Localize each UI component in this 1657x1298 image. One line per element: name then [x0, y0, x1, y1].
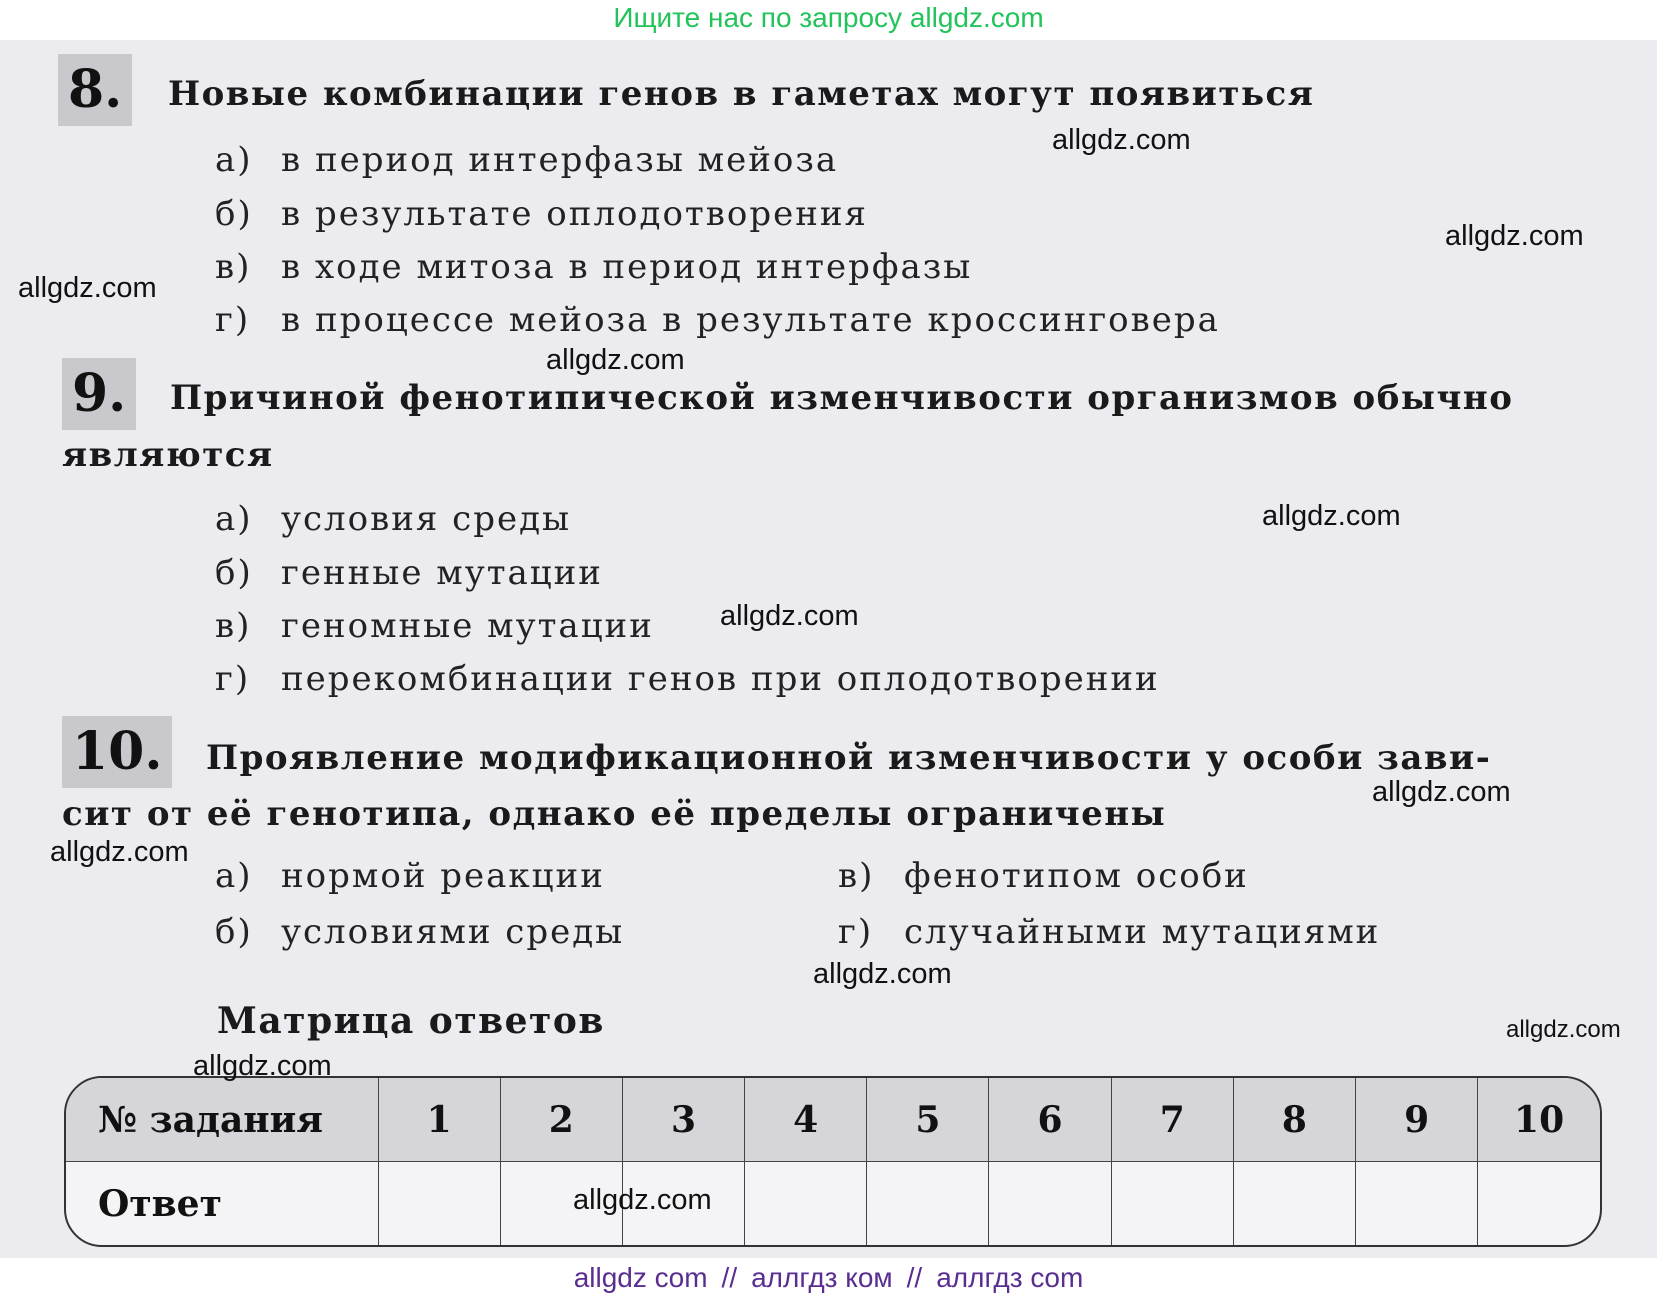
answer-matrix-table: [64, 1076, 1602, 1247]
question-10-option-c: [838, 852, 1249, 900]
matrix-column-number: 9: [1356, 1078, 1478, 1162]
matrix-header-row: [66, 1078, 1600, 1162]
question-8-text: Новые комбинации генов в гаметах могут появиться: [168, 74, 1315, 114]
option-letter: г): [215, 300, 251, 340]
footer-separator: //: [906, 1262, 923, 1293]
question-10-option-a: [215, 852, 605, 900]
watermark: allgdz.com: [50, 836, 189, 868]
footer-part1: allgdz com: [573, 1262, 708, 1293]
answer-cell[interactable]: [989, 1162, 1111, 1246]
option-letter: г): [215, 659, 251, 699]
option-text: случайными мутациями: [904, 912, 1381, 952]
matrix-column-number: 2: [500, 1078, 622, 1162]
option-letter: а): [215, 499, 253, 539]
watermark: allgdz.com: [813, 958, 952, 990]
answer-cell[interactable]: [1233, 1162, 1355, 1246]
question-8-option-a: [215, 136, 838, 184]
option-letter: в): [838, 856, 875, 896]
question-10-number: 10.: [62, 716, 172, 788]
watermark: allgdz.com: [18, 272, 157, 304]
option-letter: в): [215, 247, 252, 287]
option-text: перекомбинации генов при оплодотворении: [281, 659, 1160, 699]
option-text: геномные мутации: [281, 606, 654, 646]
question-8-option-d: [215, 296, 1220, 344]
answer-cell[interactable]: [745, 1162, 867, 1246]
option-letter: б): [215, 912, 253, 952]
question-10-text-line2: сит от её генотипа, однако её пределы ограничены: [62, 794, 1167, 834]
question-9-option-d: [215, 655, 1160, 703]
question-10-option-b: [215, 908, 624, 956]
question-9-option-c: [215, 602, 654, 650]
watermark: allgdz.com: [193, 1050, 332, 1082]
option-letter: б): [215, 553, 253, 593]
matrix-column-number: 7: [1111, 1078, 1233, 1162]
matrix-column-number: 10: [1478, 1078, 1600, 1162]
option-text: генные мутации: [281, 553, 603, 593]
watermark: allgdz.com: [1262, 500, 1401, 532]
footer-separator: //: [721, 1262, 738, 1293]
question-9-option-a: [215, 495, 571, 543]
watermark: allgdz.com: [573, 1184, 712, 1216]
option-text: в процессе мейоза в результате кроссинговера: [281, 300, 1220, 340]
question-10-option-d: [838, 908, 1380, 956]
bottom-banner: [0, 1258, 1657, 1298]
watermark: allgdz.com: [1052, 124, 1191, 156]
option-letter: а): [215, 856, 253, 896]
question-9-number: 9.: [62, 358, 136, 430]
answer-cell[interactable]: [867, 1162, 989, 1246]
matrix-title: Матрица ответов: [217, 1000, 605, 1042]
watermark: allgdz.com: [546, 344, 685, 376]
option-letter: в): [215, 606, 252, 646]
watermark: allgdz.com: [720, 600, 859, 632]
question-8-option-b: [215, 190, 868, 238]
option-text: фенотипом особи: [904, 856, 1249, 896]
option-text: в результате оплодотворения: [281, 194, 868, 234]
matrix-row-label-task: № задания: [66, 1078, 378, 1162]
matrix-column-number: 4: [745, 1078, 867, 1162]
answer-cell[interactable]: [1111, 1162, 1233, 1246]
watermark: allgdz.com: [1506, 1016, 1621, 1043]
matrix-column-number: 6: [989, 1078, 1111, 1162]
option-letter: б): [215, 194, 253, 234]
matrix-column-number: 3: [622, 1078, 744, 1162]
matrix-row-label-answer: Ответ: [66, 1162, 378, 1246]
answer-cell[interactable]: [378, 1162, 500, 1246]
top-banner-text: Ищите нас по запросу allgdz.com: [613, 2, 1044, 33]
question-9-option-b: [215, 549, 603, 597]
watermark: allgdz.com: [1445, 220, 1584, 252]
question-10-text-line1: Проявление модификационной изменчивости у особи зави-: [206, 738, 1492, 778]
matrix-column-number: 1: [378, 1078, 500, 1162]
question-9-text-line1: Причиной фенотипической изменчивости организмов обычно: [170, 378, 1514, 418]
option-text: в период интерфазы мейоза: [281, 140, 839, 180]
matrix-column-number: 5: [867, 1078, 989, 1162]
option-text: условиями среды: [281, 912, 625, 952]
watermark: allgdz.com: [1372, 776, 1511, 808]
question-9-text-line2: являются: [62, 435, 274, 475]
option-letter: г): [838, 912, 874, 952]
matrix-column-number: 8: [1233, 1078, 1355, 1162]
top-banner: [0, 0, 1657, 40]
option-text: нормой реакции: [281, 856, 605, 896]
question-8-option-c: [215, 243, 972, 291]
answer-cell[interactable]: [1478, 1162, 1600, 1246]
answer-cell[interactable]: [1356, 1162, 1478, 1246]
footer-part3: аллгдз com: [936, 1262, 1084, 1293]
option-text: условия среды: [281, 499, 572, 539]
question-8-number: 8.: [58, 54, 132, 126]
matrix-answer-row: [66, 1162, 1600, 1246]
option-text: в ходе митоза в период интерфазы: [281, 247, 973, 287]
footer-part2: аллгдз ком: [751, 1262, 893, 1293]
option-letter: а): [215, 140, 253, 180]
